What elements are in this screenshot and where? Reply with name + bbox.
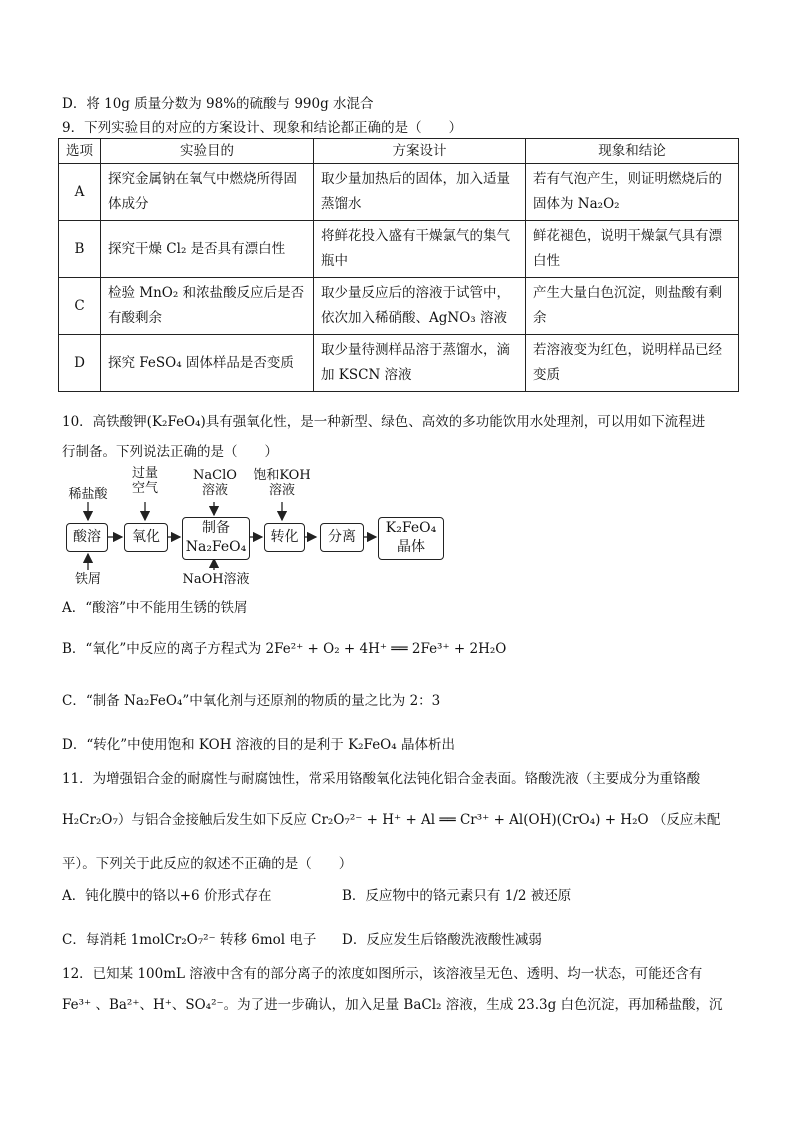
q12-stem-line1: 12．已知某 100mL 溶液中含有的部分离子的浓度如图所示，该溶液呈无色、透明、均一状态，可能还含有 [62,966,703,982]
row-result: 鲜花褪色，说明干燥氯气具有漂白性 [526,221,739,278]
row-design: 将鲜花投入盛有干燥氯气的集气瓶中 [314,221,526,278]
row-purpose: 探究干燥 Cl₂ 是否具有漂白性 [101,221,314,278]
row-result: 若溶液变为红色，说明样品已经变质 [526,335,739,392]
table-row [59,278,739,335]
table-header-row [59,139,739,164]
step-convert: 转化 [264,523,305,552]
step-separate: 分离 [320,523,364,552]
step-acid-dissolve: 酸溶 [66,523,108,552]
input-koh: 饱和KOH 溶液 [253,468,311,498]
step-oxidize: 氧化 [124,523,168,552]
q11-option-c: C．每消耗 1molCr₂O₇²⁻ 转移 6mol 电子 [62,932,317,948]
header-design: 方案设计 [314,139,526,164]
q10-option-c: C．“制备 Na₂FeO₄”中氧化剂与还原剂的物质的量之比为 2：3 [62,693,441,709]
q11-stem-line3: 平）。下列关于此反应的叙述不正确的是（ ） [62,856,353,872]
row-design: 取少量待测样品溶于蒸馏水，滴加 KSCN 溶液 [314,335,526,392]
q11-stem-line1: 11．为增强铝合金的耐腐性与耐腐蚀性，常采用铬酸氧化法钝化铝合金表面。铬酸洗液（主要成分为重铬酸 [62,771,701,787]
row-result: 产生大量白色沉淀，则盐酸有剩余 [526,278,739,335]
row-result: 若有气泡产生，则证明燃烧后的固体为 Na₂O₂ [526,164,739,221]
q12-stem-line2: Fe³⁺ 、Ba²⁺、H⁺、SO₄²⁻。为了进一步确认，加入足量 BaCl₂ 溶液，生成 23.3g 白色沉淀，再加稀盐酸，沉 [62,997,723,1013]
q11-stem-line2: H₂Cr₂O₇）与铝合金接触后发生如下反应 Cr₂O₇²⁻ + H⁺ + Al ══ Cr³⁺ + Al(OH)(CrO₄) + H₂O （反应未配 [62,812,721,828]
row-purpose: 检验 MnO₂ 和浓盐酸反应后是否有酸剩余 [101,278,314,335]
q11-option-a: A．钝化膜中的铬以+6 价形式存在 [62,888,272,904]
q9-table [58,138,739,392]
step-product: K₂FeO₄ 晶体 [378,517,444,560]
header-result: 现象和结论 [526,139,739,164]
table-row [59,335,739,392]
row-purpose: 探究 FeSO₄ 固体样品是否变质 [101,335,314,392]
input-hcl: 稀盐酸 [68,487,108,502]
step-prepare: 制备 Na₂FeO₄ [182,517,250,560]
q11-option-b: B．反应物中的铬元素只有 1/2 被还原 [342,888,572,904]
row-key: C [59,278,101,335]
row-key: B [59,221,101,278]
q10-stem-line1: 10．高铁酸钾(K₂FeO₄)具有强氧化性，是一种新型、绿色、高效的多功能饮用水处理剂，可以用如下流程进 [62,414,706,430]
q10-option-a: A．“酸溶”中不能用生锈的铁屑 [62,600,248,616]
row-key: D [59,335,101,392]
q10-option-b: B．“氧化”中反应的离子方程式为 2Fe²⁺ + O₂ + 4H⁺ ══ 2Fe³⁺ + 2H₂O [62,641,507,657]
input-air: 过量 空气 [131,466,158,496]
row-purpose: 探究金属钠在氧气中燃烧所得固体成分 [101,164,314,221]
table-row [59,164,739,221]
input-iron: 铁屑 [74,572,101,587]
input-naclo: NaClO 溶液 [193,468,237,498]
q10-option-d: D．“转化”中使用饱和 KOH 溶液的目的是利于 K₂FeO₄ 晶体析出 [62,737,455,753]
row-design: 取少量反应后的溶液于试管中，依次加入稀硝酸、AgNO₃ 溶液 [314,278,526,335]
q8-option-d: D．将 10g 质量分数为 98%的硫酸与 990g 水混合 [62,96,374,112]
q11-option-d: D．反应发生后铬酸洗液酸性减弱 [342,932,542,948]
q9-stem: 9．下列实验目的对应的方案设计、现象和结论都正确的是（ ） [62,120,463,136]
row-key: A [59,164,101,221]
header-key: 选项 [59,139,101,164]
header-purpose: 实验目的 [101,139,314,164]
row-design: 取少量加热后的固体，加入适量蒸馏水 [314,164,526,221]
table-row [59,221,739,278]
input-naoh: NaOH溶液 [182,572,250,587]
q10-stem-line2: 行制备。下列说法正确的是（ ） [62,444,278,460]
